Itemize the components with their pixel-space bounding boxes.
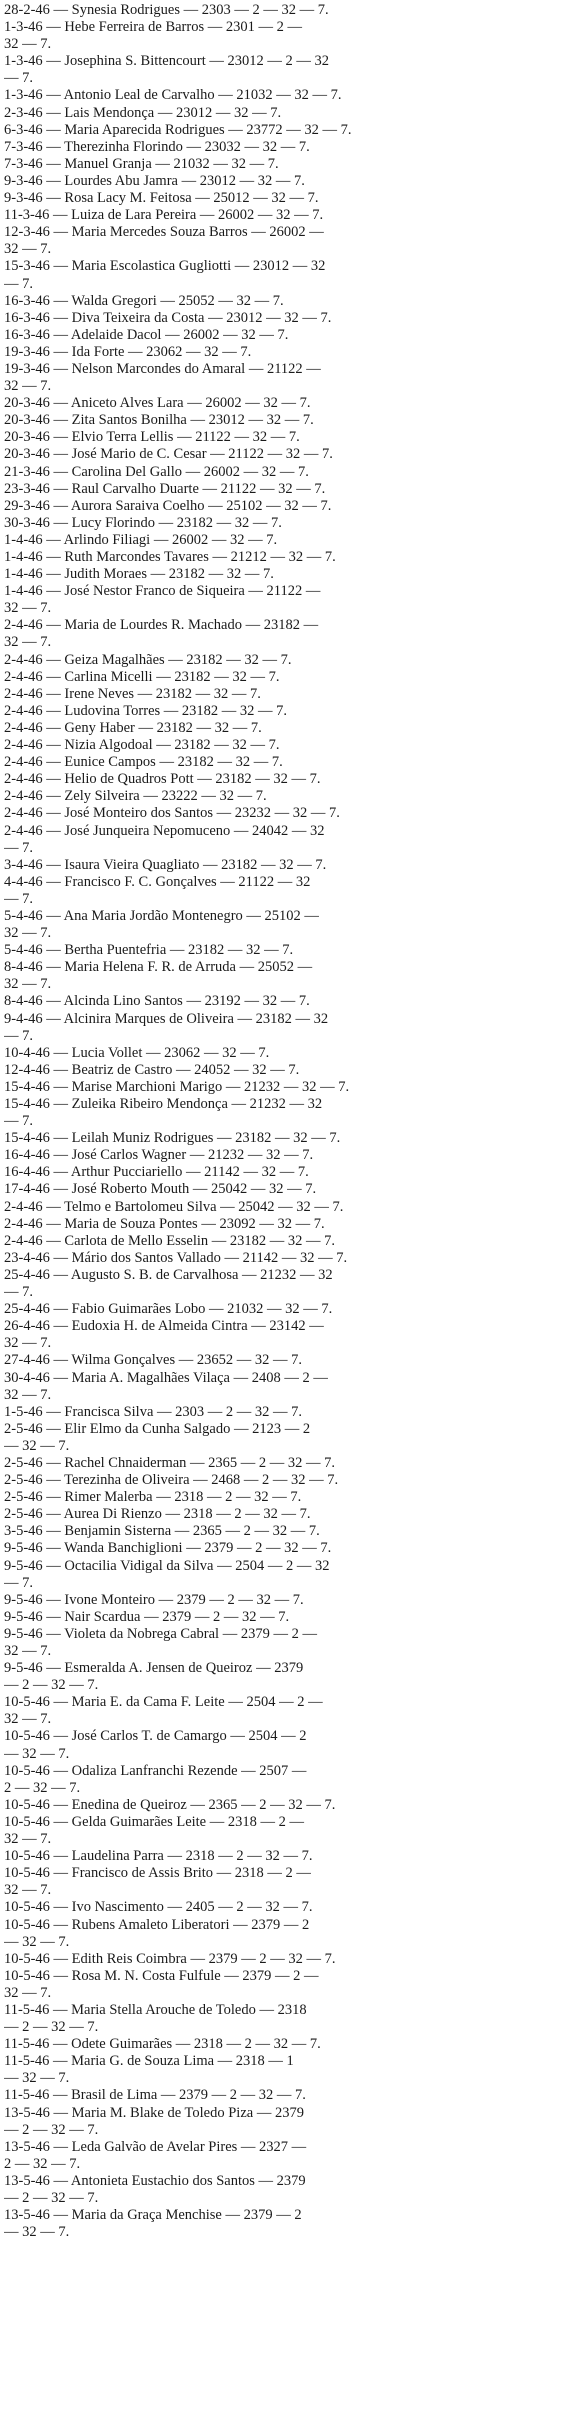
text-line: — 32 — 7. <box>4 1745 70 1762</box>
text-line: 2-4-46 — Eunice Campos — 23182 — 32 — 7. <box>4 754 283 771</box>
text-line: 1-3-46 — Josephina S. Bittencourt — 23012 — 2 — 32 <box>4 53 330 70</box>
text-line: 15-4-46 — Leilah Muniz Rodrigues — 23182 — 32 — 7. <box>4 1130 341 1147</box>
text-line: 8-4-46 — Alcinda Lino Santos — 23192 — 32 — 7. <box>4 993 310 1010</box>
text-line: 5-4-46 — Bertha Puentefria — 23182 — 32 — 7. <box>4 942 294 959</box>
text-line: 10-5-46 — Ivo Nascimento — 2405 — 2 — 32 — 7. <box>4 1899 313 1916</box>
text-line: 27-4-46 — Wilma Gonçalves — 23652 — 32 — 7. <box>4 1352 302 1369</box>
text-line: 13-5-46 — Antonieta Eustachio dos Santos — 2379 <box>4 2172 306 2189</box>
text-line: 11-5-46 — Odete Guimarães — 2318 — 2 — 32 — 7. <box>4 2036 321 2053</box>
text-line: 11-5-46 — Brasil de Lima — 2379 — 2 — 32 — 7. <box>4 2087 306 2104</box>
text-line: 8-4-46 — Maria Helena F. R. de Arruda — 25052 — <box>4 959 313 976</box>
text-line: 1-3-46 — Hebe Ferreira de Barros — 2301 — 2 — <box>4 19 302 36</box>
text-line: — 2 — 32 — 7. <box>4 2121 99 2138</box>
text-line: 25-4-46 — Augusto S. B. de Carvalhosa — 21232 — 32 <box>4 1266 333 1283</box>
text-line: 1-4-46 — Ruth Marcondes Tavares — 21212 — 32 — 7. <box>4 549 336 565</box>
text-line: 32 — 7. <box>4 976 52 993</box>
text-line: 13-5-46 — Maria M. Blake de Toledo Piza — 2379 <box>4 2104 304 2121</box>
text-line: 19-3-46 — Nelson Marcondes do Amaral — 21122 — <box>4 360 321 377</box>
text-line: 32 — 7. <box>4 925 52 942</box>
text-line: 2-5-46 — Aurea Di Rienzo — 2318 — 2 — 32 — 7. <box>4 1506 311 1523</box>
text-line: 15-3-46 — Maria Escolastica Gugliotti — 23012 — 32 <box>4 258 326 275</box>
text-line: 3-5-46 — Benjamin Sisterna — 2365 — 2 — 32 — 7. <box>4 1523 320 1540</box>
text-line: 2-4-46 — Maria de Lourdes R. Machado — 23182 — <box>4 617 319 634</box>
text-line: 7-3-46 — Manuel Granja — 21032 — 32 — 7. <box>4 155 279 172</box>
text-line: 9-5-46 — Wanda Banchiglioni — 2379 — 2 — 32 — 7. <box>4 1540 332 1557</box>
text-line: 2-5-46 — Rimer Malerba — 2318 — 2 — 32 — 7. <box>4 1489 302 1506</box>
text-line: 16-3-46 — Diva Teixeira da Costa — 23012 — 32 — 7. <box>4 309 332 326</box>
text-line: 2-4-46 — Carlota de Mello Esselin — 23182 — 32 — 7. <box>4 1232 336 1249</box>
text-line: — 2 — 32 — 7. <box>4 2190 99 2206</box>
text-line: 10-5-46 — Gelda Guimarães Leite — 2318 — 2 — <box>4 1813 304 1830</box>
text-line: — 7. <box>4 890 33 907</box>
text-line: 10-5-46 — José Carlos T. de Camargo — 2504 — 2 <box>4 1728 307 1745</box>
text-line: 2-4-46 — Nizia Algodoal — 23182 — 32 — 7. <box>4 737 280 754</box>
text-line: 32 — 7. <box>4 36 52 53</box>
text-line: 21-3-46 — Carolina Del Gallo — 26002 — 32 — 7. <box>4 463 309 480</box>
text-line: 10-5-46 — Enedina de Queiroz — 2365 — 2 — 32 — 7. <box>4 1796 336 1813</box>
text-line: 26-4-46 — Eudoxia H. de Almeida Cintra — 23142 — <box>4 1318 324 1335</box>
text-line: 32 — 7. <box>4 1882 52 1899</box>
text-line: 13-5-46 — Leda Galvão de Avelar Pires — 2327 — <box>4 2138 307 2155</box>
text-line: 32 — 7. <box>4 1643 52 1659</box>
text-line: 7-3-46 — Therezinha Florindo — 23032 — 32 — 7. <box>4 138 310 155</box>
text-line: 32 — 7. <box>4 241 52 258</box>
text-line: — 7. <box>4 839 33 856</box>
text-line: 5-4-46 — Ana Maria Jordão Montenegro — 25102 — <box>4 907 319 924</box>
text-line: 16-4-46 — Arthur Pucciariello — 21142 — 32 — 7. <box>4 1164 309 1181</box>
text-line: — 7. <box>4 1574 33 1591</box>
text-line: 20-3-46 — Aniceto Alves Lara — 26002 — 32 — 7. <box>4 395 311 412</box>
text-line: 32 — 7. <box>4 1984 52 2001</box>
text-line: — 2 — 32 — 7. <box>4 2019 99 2036</box>
text-line: 29-3-46 — Aurora Saraiva Coelho — 25102 — 32 — 7. <box>4 497 332 514</box>
text-line: 1-3-46 — Antonio Leal de Carvalho — 21032 — 32 — 7. <box>4 87 342 104</box>
text-line: 9-3-46 — Rosa Lacy M. Feitosa — 25012 — 32 — 7. <box>4 190 319 207</box>
text-line: 10-5-46 — Rubens Amaleto Liberatori — 2379 — 2 <box>4 1916 310 1933</box>
text-line: 9-5-46 — Violeta da Nobrega Cabral — 2379 — 2 — <box>4 1625 317 1642</box>
text-line: 17-4-46 — José Roberto Mouth — 25042 — 32 — 7. <box>4 1181 317 1198</box>
text-line: 32 — 7. <box>4 634 52 651</box>
text-line: — 32 — 7. <box>4 2070 70 2087</box>
text-line: 2-4-46 — Zely Silveira — 23222 — 32 — 7. <box>4 788 267 805</box>
text-line: 10-5-46 — Francisco de Assis Brito — 2318 — 2 — <box>4 1865 311 1882</box>
text-line: 15-4-46 — Marise Marchioni Marigo — 21232 — 32 — 7. <box>4 1078 350 1095</box>
text-line: 20-3-46 — José Mario de C. Cesar — 21122 — 32 — 7. <box>4 446 333 463</box>
text-line: 32 — 7. <box>4 1711 52 1728</box>
text-line: 15-4-46 — Zuleika Ribeiro Mendonça — 21232 — 32 <box>4 1096 323 1112</box>
text-line: 9-5-46 — Ivone Monteiro — 2379 — 2 — 32 — 7. <box>4 1591 304 1608</box>
text-line: 2-5-46 — Elir Elmo da Cunha Salgado — 2123 — 2 <box>4 1420 311 1437</box>
text-line: 12-4-46 — Beatriz de Castro — 24052 — 32 — 7. <box>4 1061 300 1078</box>
text-line: 2 — 32 — 7. <box>4 1779 81 1796</box>
text-line: 10-5-46 — Rosa M. N. Costa Fulfule — 2379 — 2 — <box>4 1967 319 1984</box>
text-line: 16-3-46 — Adelaide Dacol — 26002 — 32 — 7. <box>4 326 289 343</box>
text-line: 19-3-46 — Ida Forte — 23062 — 32 — 7. <box>4 343 252 360</box>
text-line: 3-4-46 — Isaura Vieira Quagliato — 23182 — 32 — 7. <box>4 856 327 873</box>
text-line: — 7. <box>4 1113 33 1130</box>
text-line: — 32 — 7. <box>4 1437 70 1454</box>
text-line: 23-3-46 — Raul Carvalho Duarte — 21122 — 32 — 7. <box>4 480 326 497</box>
text-line: 11-5-46 — Maria G. de Souza Lima — 2318 — 1 <box>4 2053 294 2070</box>
text-line: — 7. <box>4 1027 33 1044</box>
text-line: 2-4-46 — Irene Neves — 23182 — 32 — 7. <box>4 685 261 702</box>
text-line: 1-4-46 — José Nestor Franco de Siqueira — 21122 — <box>4 583 321 600</box>
text-line: 16-4-46 — José Carlos Wagner — 21232 — 32 — 7. <box>4 1147 314 1164</box>
text-line: 9-5-46 — Nair Scardua — 2379 — 2 — 32 — 7. <box>4 1608 290 1625</box>
text-line: 23-4-46 — Mário dos Santos Vallado — 21142 — 32 — 7. <box>4 1249 348 1266</box>
text-line: 30-3-46 — Lucy Florindo — 23182 — 32 — 7. <box>4 514 282 531</box>
text-line: 16-3-46 — Walda Gregori — 25052 — 32 — 7. <box>4 292 284 309</box>
text-line: 25-4-46 — Fabio Guimarães Lobo — 21032 — 32 — 7. <box>4 1301 333 1318</box>
text-line: 2-4-46 — Ludovina Torres — 23182 — 32 — 7. <box>4 702 288 719</box>
text-line: 6-3-46 — Maria Aparecida Rodrigues — 23772 — 32 — 7. <box>4 121 352 138</box>
text-line: 32 — 7. <box>4 1386 52 1403</box>
text-line: — 7. <box>4 1284 33 1301</box>
text-line: 2-5-46 — Rachel Chnaiderman — 2365 — 2 — 32 — 7. <box>4 1454 336 1471</box>
text-line: 13-5-46 — Maria da Graça Menchise — 2379 — 2 <box>4 2207 302 2224</box>
text-line: 11-3-46 — Luiza de Lara Pereira — 26002 — 32 — 7. <box>4 207 324 224</box>
text-line: 9-3-46 — Lourdes Abu Jamra — 23012 — 32 — 7. <box>4 172 305 189</box>
text-line: — 32 — 7. <box>4 2224 70 2241</box>
text-line: 30-4-46 — Maria A. Magalhães Vilaça — 2408 — 2 — <box>4 1369 328 1386</box>
text-line: — 7. <box>4 275 33 292</box>
text-line: 2-4-46 — Maria de Souza Pontes — 23092 — 32 — 7. <box>4 1215 325 1232</box>
text-line: 10-5-46 — Maria E. da Cama F. Leite — 2504 — 2 — <box>4 1694 323 1711</box>
text-line: 1-4-46 — Judith Moraes — 23182 — 32 — 7. <box>4 566 274 583</box>
text-line: — 7. <box>4 70 33 87</box>
text-line: 32 — 7. <box>4 1335 52 1352</box>
text-line: 32 — 7. <box>4 600 52 617</box>
text-line: 10-5-46 — Laudelina Parra — 2318 — 2 — 32 — 7. <box>4 1848 313 1865</box>
text-line: 2-4-46 — Carlina Micelli — 23182 — 32 — 7. <box>4 668 280 685</box>
text-line: 11-5-46 — Maria Stella Arouche de Toledo — 2318 <box>4 2001 307 2018</box>
text-line: 2-4-46 — José Monteiro dos Santos — 23232 — 32 — 7. <box>4 805 340 822</box>
text-line: 2-4-46 — Geiza Magalhães — 23182 — 32 — 7. <box>4 651 292 668</box>
text-line: 10-5-46 — Odaliza Lanfranchi Rezende — 2507 — <box>4 1762 307 1779</box>
text-line: 2-4-46 — José Junqueira Nepomuceno — 24042 — 32 <box>4 822 325 839</box>
text-line: 9-5-46 — Esmeralda A. Jensen de Queiroz — 2379 <box>4 1660 304 1677</box>
text-line: 1-4-46 — Arlindo Filiagi — 26002 — 32 — 7. <box>4 531 278 548</box>
text-line: 2-4-46 — Helio de Quadros Pott — 23182 — 32 — 7. <box>4 771 321 788</box>
text-line: 10-4-46 — Lucia Vollet — 23062 — 32 — 7. <box>4 1044 270 1061</box>
text-line: 28-2-46 — Synesia Rodrigues — 2303 — 2 — 32 — 7. <box>4 2 329 18</box>
text-line: 20-3-46 — Elvio Terra Lellis — 21122 — 32 — 7. <box>4 429 300 446</box>
text-line: 32 — 7. <box>4 1831 52 1848</box>
text-line: 2-3-46 — Lais Mendonça — 23012 — 32 — 7. <box>4 104 282 121</box>
text-line: 2-4-46 — Geny Haber — 23182 — 32 — 7. <box>4 719 262 736</box>
text-line: 2-4-46 — Telmo e Bartolomeu Silva — 25042 — 32 — 7. <box>4 1198 344 1215</box>
text-line: 1-5-46 — Francisca Silva — 2303 — 2 — 32 — 7. <box>4 1403 303 1420</box>
text-line: 32 — 7. <box>4 378 52 395</box>
text-line: — 2 — 32 — 7. <box>4 1677 99 1694</box>
text-line: 4-4-46 — Francisco F. C. Gonçalves — 21122 — 32 <box>4 873 311 890</box>
text-line: 12-3-46 — Maria Mercedes Souza Barros — 26002 — <box>4 224 324 241</box>
text-line: 9-5-46 — Octacilia Vidigal da Silva — 2504 — 2 — 32 <box>4 1557 330 1574</box>
text-line: 2 — 32 — 7. <box>4 2155 81 2172</box>
text-line: 9-4-46 — Alcinira Marques de Oliveira — 23182 — 32 <box>4 1010 329 1027</box>
text-line: 2-5-46 — Terezinha de Oliveira — 2468 — 2 — 32 — 7. <box>4 1472 339 1489</box>
text-line: 20-3-46 — Zita Santos Bonilha — 23012 — 32 — 7. <box>4 412 314 429</box>
text-line: 10-5-46 — Edith Reis Coimbra — 2379 — 2 — 32 — 7. <box>4 1950 336 1967</box>
text-line: — 32 — 7. <box>4 1933 70 1950</box>
